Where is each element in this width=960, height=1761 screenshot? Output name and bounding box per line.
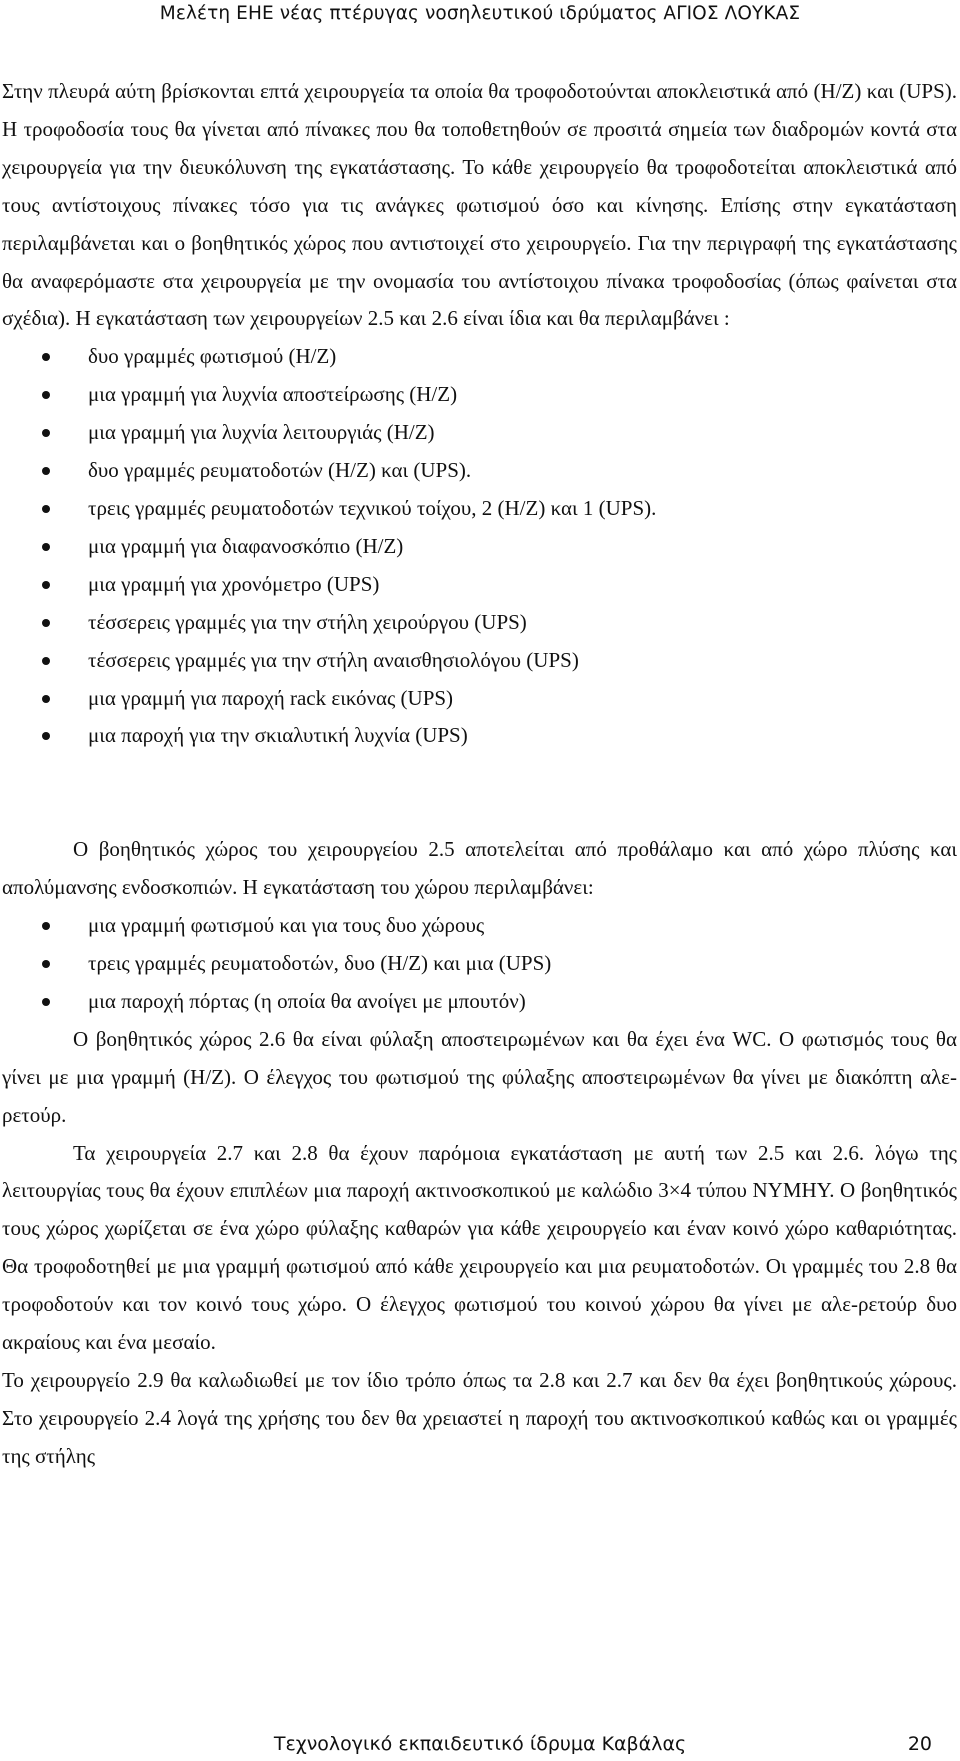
list-item-text: τέσσερεις γραμμές για την στήλη αναισθησιολόγου (UPS) [88,647,579,672]
bullet-icon [42,960,50,968]
list-item-text: δυο γραμμές φωτισμού (Η/Ζ) [88,344,337,369]
list-item [42,490,957,528]
operating-room-2-9-paragraph: Το χειρουργείο 2.9 θα καλωδιωθεί με τον ίδιο τρόπο όπως τα 2.8 και 2.7 και δεν θα έχει βοηθητικούς χώρους. Στο χειρουργείο 2.4 λογά της χρήσης του δεν θα χρειαστεί η παροχή του ακτινοσκοπικού καθώς και οι γραμμές της στήλης [2,1368,957,1468]
bullet-icon [42,543,50,551]
list-item-text: μια γραμμή για παροχή rack εικόνας (UPS) [88,685,454,710]
operating-rooms-intro-paragraph: Στην πλευρά αύτη βρίσκονται επτά χειρουργεία τα οποία θα τροφοδοτούνται αποκλειστικά από (Η/Ζ) και (UPS). Η τροφοδοσία τους θα γίνεται από πίνακες που θα τοποθετηθούν σε προσιτά σημεία των διαδρομών κοντά στα χειρουργεία για την διευκόλυνση της εγκατάστασης. Το κάθε χειρουργείο θα τροφοδοτείται αποκλειστικά από τους αντίστοιχους πίνακες τόσο για τις ανάγκες φωτισμού όσο και κίνησης. Επίσης στην εγκατάσταση περιλαμβάνεται και ο βοηθητικός χώρος που αντιστοιχεί στο χειρουργείο. Για την περιγραφή της εγκατάστασης θα αναφερόμαστε στα χειρουργεία με την ονομασία του αντίστοιχου πίνακα τροφοδοσίας (όπως φαίνεται στα σχέδια). Η εγκατάσταση των χειρουργείων 2.5 και 2.6 είναι ίδια και θα περιλαμβάνει : [2,79,957,331]
section-spacer [2,755,957,831]
list-item [42,338,957,376]
operating-room-installation-list [2,338,957,755]
bullet-icon [42,657,50,665]
list-item [42,452,957,490]
list-item [42,945,957,983]
list-item-text: μια γραμμή για λυχνία λειτουργιάς (Η/Ζ) [88,420,435,445]
list-item-text: τρεις γραμμές ρευματοδοτών τεχνικού τοίχου, 2 (Η/Ζ) και 1 (UPS). [88,495,657,520]
bullet-icon [42,581,50,589]
running-footer [0,1728,960,1760]
bullet-icon [42,732,50,740]
bullet-icon [42,922,50,930]
bullet-icon [42,505,50,513]
document-body [2,73,957,1476]
running-header: Μελέτη ΕΗΕ νέας πτέρυγας νοσηλευτικού ιδρύματος ΑΓΙΟΣ ΛΟΥΚΑΣ [159,3,801,24]
list-item [42,414,957,452]
list-item-text: μια παροχή πόρτας (η οποία θα ανοίγει με μπουτόν) [88,988,526,1013]
list-item-text: μια παροχή για την σκιαλυτική λυχνία (UPS) [88,723,468,748]
sterile-storage-paragraph: Ο βοηθητικός χώρος 2.6 θα είναι φύλαξη αποστειρωμένων και θα έχει ένα WC. Ο φωτισμός τους θα γίνει με μια γραμμή (Η/Ζ). Ο έλεγχος του φωτισμού της φύλαξης αποστειρωμένων θα γίνει με διακόπτη αλε-ρετούρ. [2,1026,957,1127]
bullet-icon [42,619,50,627]
list-item-text: μια γραμμή για χρονόμετρο (UPS) [88,571,380,596]
list-item-text: δυο γραμμές ρευματοδοτών (Η/Ζ) και (UPS). [88,458,472,483]
list-item [42,566,957,604]
list-item [42,642,957,680]
footer-institution: Τεχνολογικό εκπαιδευτικό ίδρυμα Καβάλας [273,1733,687,1755]
bullet-icon [42,429,50,437]
bullet-icon [42,695,50,703]
list-item-text: τέσσερεις γραμμές για την στήλη χειρούργου (UPS) [88,609,527,634]
list-item [42,376,957,414]
auxiliary-space-installation-list [2,907,957,1021]
list-item [42,717,957,755]
list-item [42,528,957,566]
bullet-icon [42,998,50,1006]
list-item [42,604,957,642]
list-item [42,680,957,718]
list-item-text: μια γραμμή για διαφανοσκόπιο (Η/Ζ) [88,533,404,558]
operating-rooms-2-7-2-8-paragraph: Τα χειρουργεία 2.7 και 2.8 θα έχουν παρόμοια εγκατάσταση με αυτή των 2.5 και 2.6. λόγω της λειτουργίας τους θα έχουν επιπλέων μια παροχή ακτινοσκοπικού με καλώδιο 3×4 τύπου ΝΥΜΗΥ. Ο βοηθητικός τους χώρος χωρίζεται σε ένα χώρο φύλαξης καθαρών για κάθε χειρουργείο και έναν κοινό χώρο καθαριότητας. Θα τροφοδοτηθεί με μια γραμμή φωτισμού από κάθε χειρουργείο και μια ρευματοδοτών. Οι γραμμές του 2.8 θα τροφοδοτούν και τον κοινό τους χώρο. Ο έλεγχος φωτισμού του κοινού χώρου θα γίνει με αλε-ρετούρ δυο ακραίους και ένα μεσαίο. [2,1140,957,1355]
list-item [42,983,957,1021]
bullet-icon [42,391,50,399]
bullet-icon [42,467,50,475]
auxiliary-space-intro-paragraph: Ο βοηθητικός χώρος του χειρουργείου 2.5 αποτελείται από προθάλαμο και από χώρο πλύσης και απολύμανσης ενδοσκοπιών. Η εγκατάσταση του χώρου περιλαμβάνει: [2,837,957,900]
list-item [42,907,957,945]
list-item-text: τρεις γραμμές ρευματοδοτών, δυο (Η/Ζ) και μια (UPS) [88,951,552,976]
bullet-icon [42,353,50,361]
page-number: 20 [907,1733,932,1755]
list-item-text: μια γραμμή φωτισμού και για τους δυο χώρους [88,913,485,938]
list-item-text: μια γραμμή για λυχνία αποστείρωσης (Η/Ζ) [88,382,458,407]
